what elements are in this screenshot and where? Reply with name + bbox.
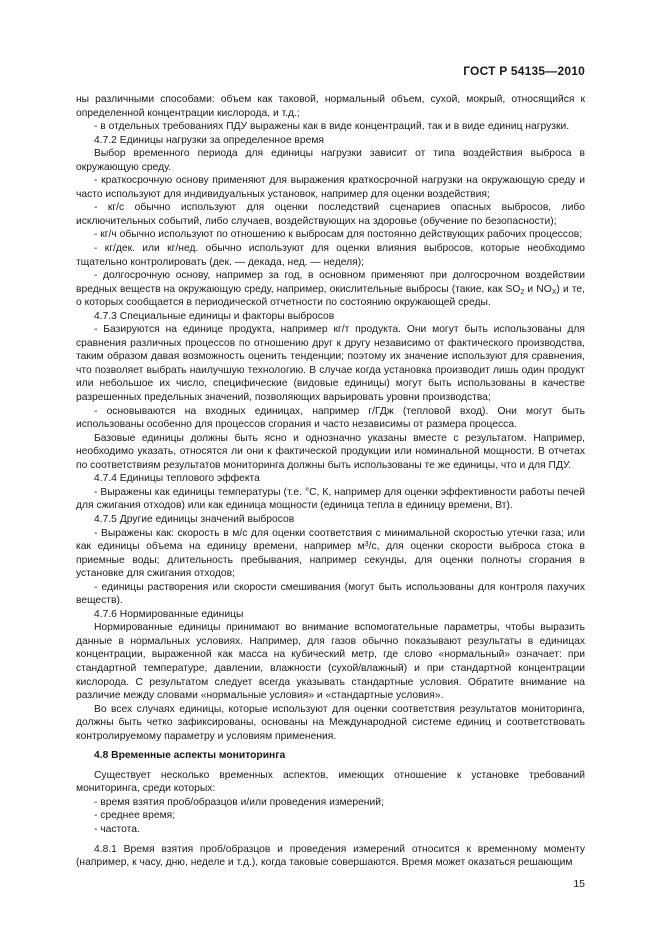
list-item: - в отдельных требованиях ПДУ выражены как в виде концентраций, так и в виде единиц нагрузки. xyxy=(94,121,570,133)
list-item: - основываются на входных единицах, например г/ГДж (тепловой вход). Они могут быть использованы особенно для процессов сгорания и часто независимы от размера процесса. xyxy=(76,405,585,431)
standard-header: ГОСТ Р 54135—2010 xyxy=(463,64,585,78)
list-item: - кг/дек. или кг/нед. обычно используют для оценки влияния выбросов, которые необходимо тщательно контролировать (дек. — декада, нед. — неделя); xyxy=(76,243,585,268)
list-item: - кг/ч обычно используют по отношению к выбросам для постоянно действующих рабочих процессов; xyxy=(94,229,583,241)
list-item: - краткосрочную основу применяют для выражения краткосрочной нагрузки на окружающую среду и часто используют для индивидуальных установок, например для оценки воздействия; xyxy=(76,175,585,200)
list-item: - Выражены как единицы температуры (т.е. °С, К, например для оценки эффективности работы печей для сжигания отходов) или как единица мощности (единица тепла в единицу времени, Вт). xyxy=(76,486,585,512)
list-item: - частота. xyxy=(94,823,140,835)
list-item: - среднее время; xyxy=(94,810,176,822)
subscript: X xyxy=(551,288,557,296)
paragraph: 4.8.1 Время взятия проб/образцов и проведения измерений относится к временному моменту (например, к часу, дню, неделе и т.д.), когда таковые совершаются. Время может оказаться решающим xyxy=(76,843,585,869)
subsection-heading: 4.7.2 Единицы нагрузки за определенное время xyxy=(94,134,324,146)
text-run: - Выражены как: скорость в м/с для оценки соответствия с минимальной скоростью утечки газа; или как единицы объема на единицу времени, например м xyxy=(76,527,585,553)
list-item xyxy=(76,269,585,310)
paragraph: Нормированные единицы принимают во внимание вспомогательные параметры, чтобы выразить данные в нормальных условиях. Например, для газов обычно показывают результаты в единицах концентрации, выраженной как масса на кубический метр, где слово «нормальный» означает: при стандартной температуре, давлении, влажности (сухой/влажный) и при стандартной концентрации кислорода. С результатом следует всегда указывать стандартные условия. Обратите внимание на различие между словами «нормальные условия» и «стандартные условия». xyxy=(76,622,585,702)
subscript: 2 xyxy=(520,288,525,296)
paragraph: Во всех случаях единицы, которые используют для оценки соответствия результатов мониторинга, должны быть четко зафиксированы, основаны на Международной системе единиц и соответствовать контролируемому параметру и условиям применения. xyxy=(76,703,585,742)
text-run: /с, для оценки скорости выброса стока в приемные воды; длительность пребывания, например секунды, для оценки полноты сгорания в установке для сжигания отходов; xyxy=(76,541,585,580)
list-item: - единицы растворения или скорости смешивания (могут быть использованы для контроля пахучих веществ). xyxy=(76,581,585,607)
superscript: 3 xyxy=(364,541,369,549)
text-run: и NO xyxy=(524,283,552,295)
subsection-heading: 4.7.6 Нормированные единицы xyxy=(94,608,244,620)
list-item xyxy=(76,527,585,581)
paragraph: Базовые единицы должны быть ясно и однозначно указаны вместе с результатом. Например, необходимо указать, относятся ли они к фактической продукции или номинальной мощности. В отчетах по соответствиям результатов мониторинга должны быть использованы те же единицы, что и для ПДУ. xyxy=(76,432,585,471)
list-item: - кг/с обычно используют для оценки последствий сценариев опасных выбросов, либо исключительных событий, либо случаев, воздействующих на здоровье (обучение по безопасности); xyxy=(76,202,585,227)
paragraph: Выбор временного периода для единицы нагрузки зависит от типа воздействия выброса в окружающую среду. xyxy=(76,148,585,173)
page-number: 15 xyxy=(573,878,585,890)
subsection-heading: 4.7.4 Единицы теплового эффекта xyxy=(94,473,260,485)
paragraph: ны различными способами: объем как таковой, нормальный объем, сухой, мокрый, относящийся к определенной концентрации кислорода, и т.д.; xyxy=(76,94,585,119)
document-body xyxy=(76,93,585,870)
section-heading: 4.8 Временные аспекты мониторинга xyxy=(94,750,286,762)
subsection-heading: 4.7.3 Специальные единицы и факторы выбросов xyxy=(94,310,335,322)
subsection-heading: 4.7.5 Другие единицы значений выбросов xyxy=(94,513,295,525)
list-item: - Базируются на единице продукта, например кг/т продукта. Они могут быть использованы для сравнения различных процессов по отношению друг к другу независимо от фактического производства, таким образом давая возможность оценить тенденции; поэтому их значение используют для сравнения, что позволяет выбрать наилучшую технологию. В случае когда установка производит лишь один продукт или небольшое их число, специфические (видовые единицы) могут быть использованы в качестве разрешенных предельных значений, позволяющих варьировать уровни производства; xyxy=(76,324,585,404)
text-run: ) и те, о которых сообщается в периодической отчетности по состоянию окружающей среды. xyxy=(76,283,586,309)
list-item: - время взятия проб/образцов и/или проведения измерений; xyxy=(94,796,384,808)
text-run: - долгосрочную основу, например за год, в основном применяют при долгосрочном воздействии вредных веществ на окружающую среду, например, окислительные выбросы (такие, как SO xyxy=(76,270,585,295)
paragraph: Существует несколько временных аспектов, имеющих отношение к установке требований мониторинга, среди которых: xyxy=(76,769,585,795)
